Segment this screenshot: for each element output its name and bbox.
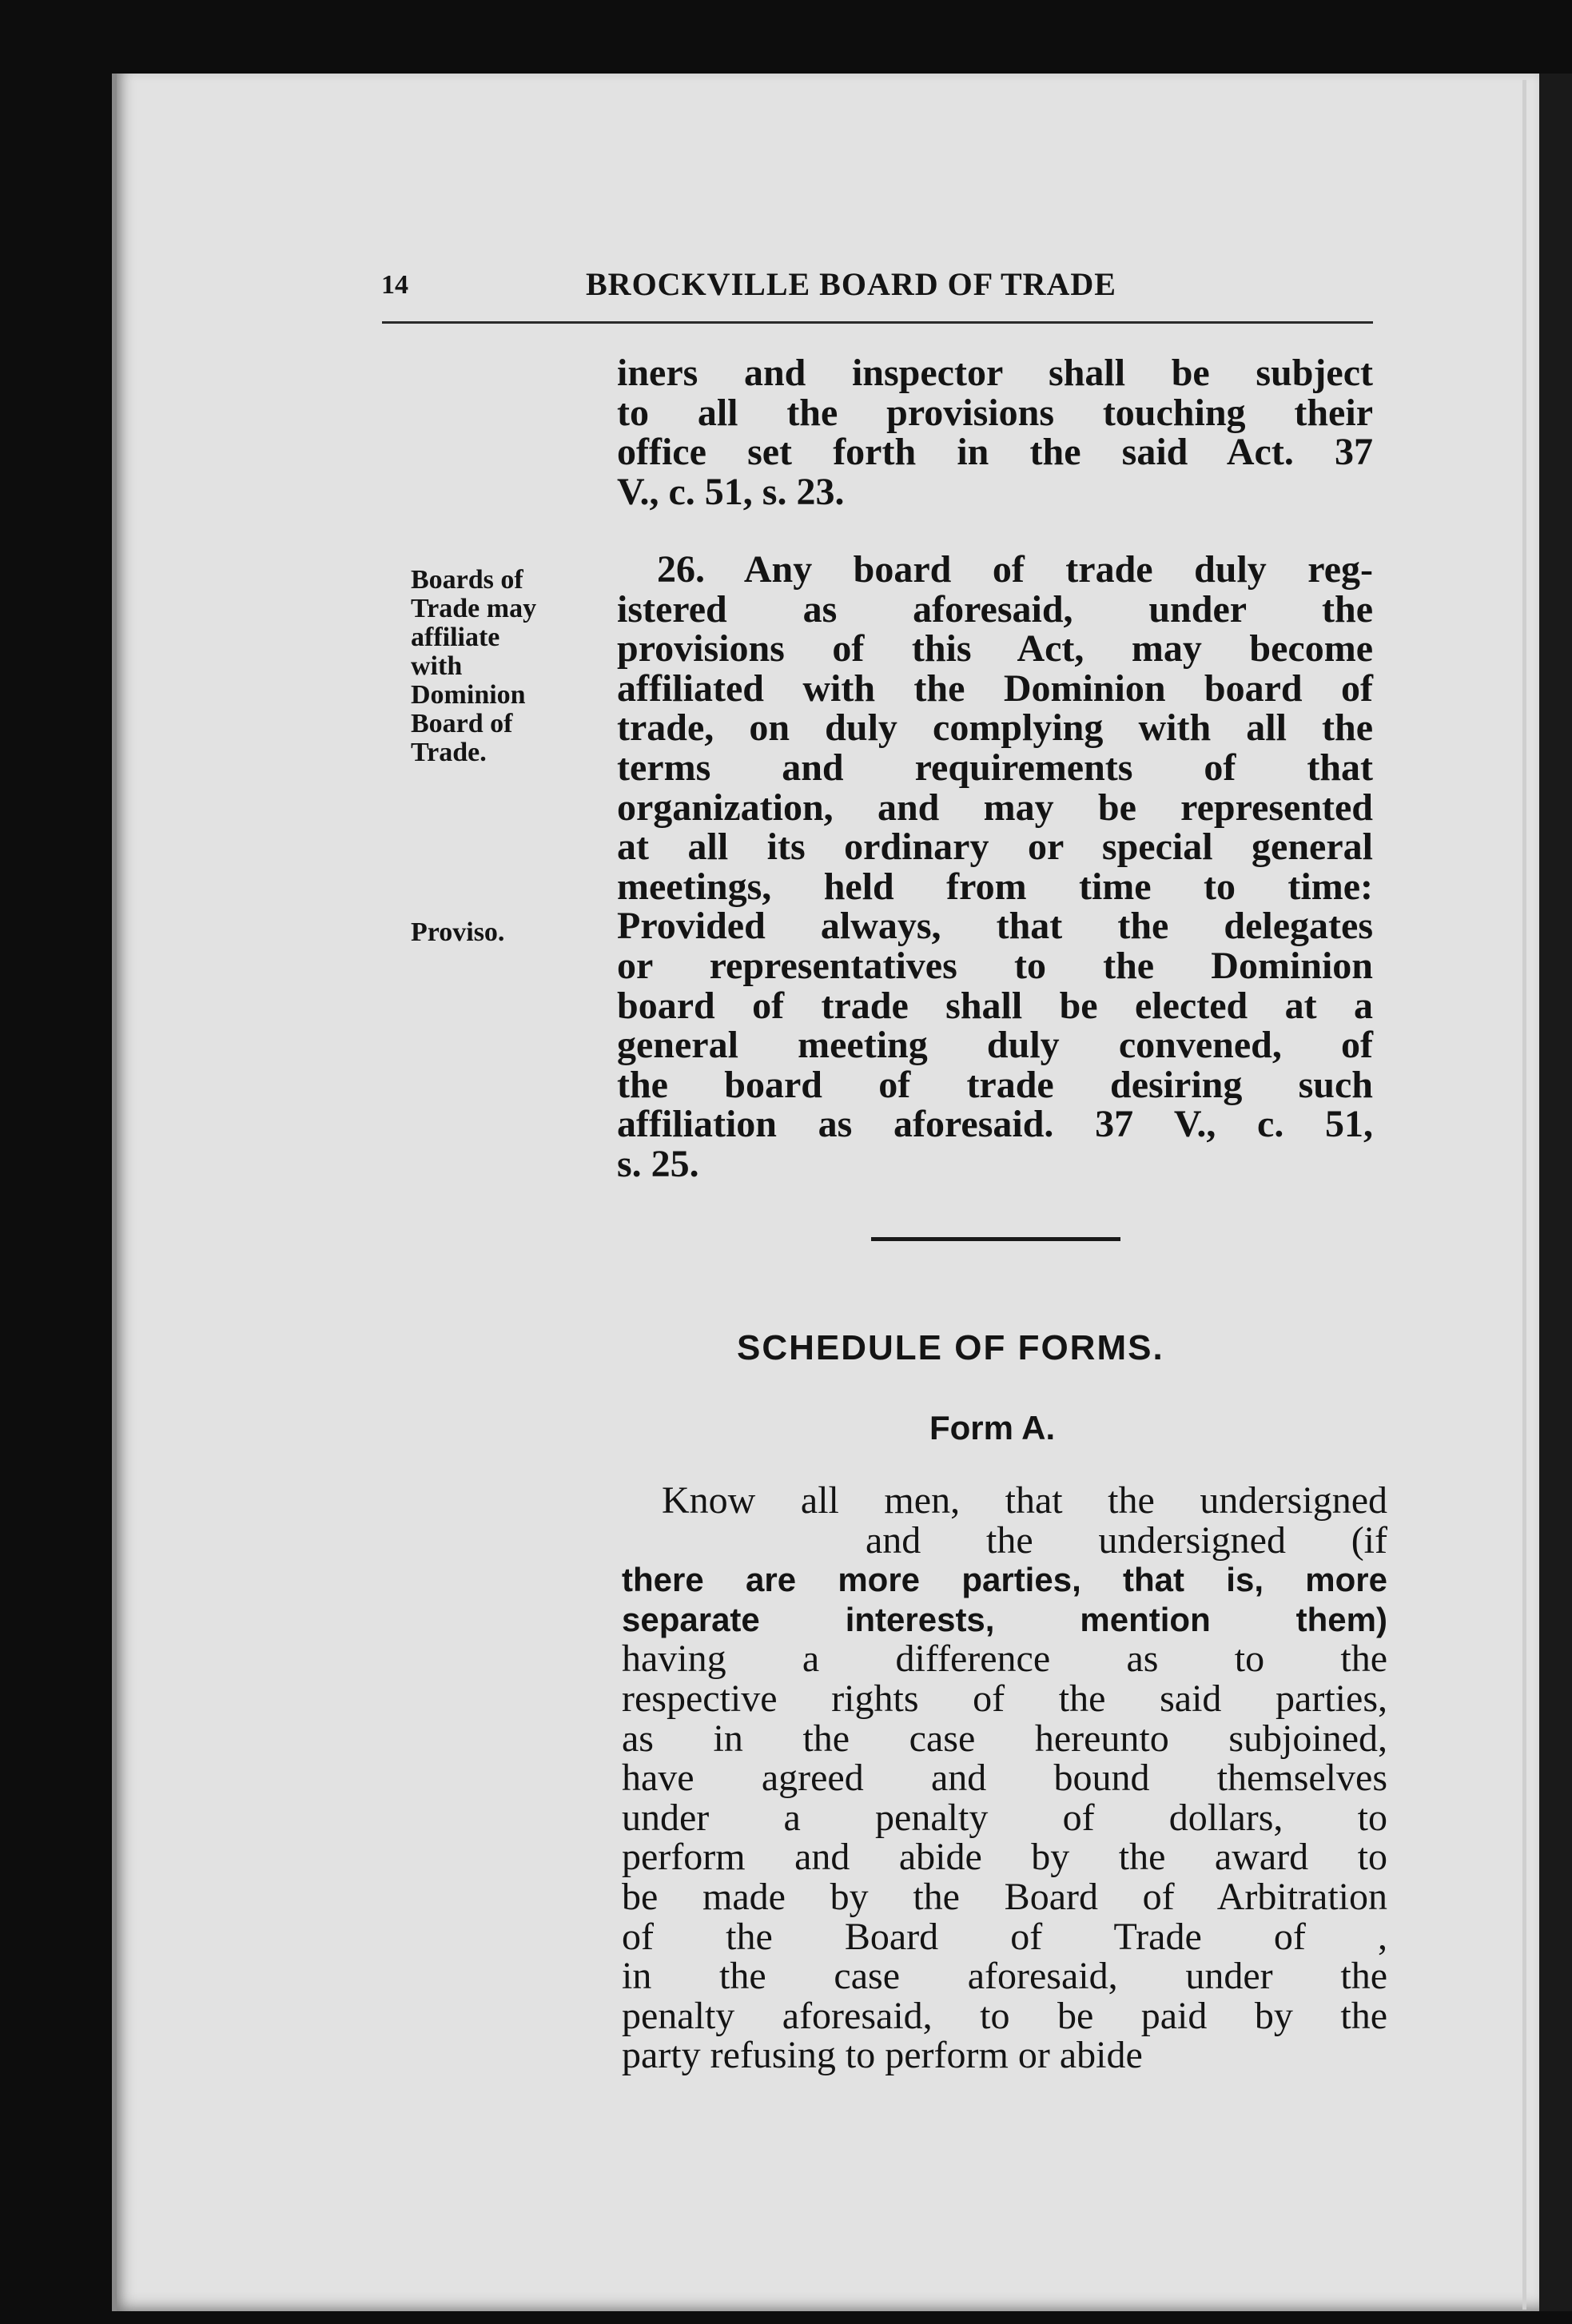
marginal-note-line: affiliate (411, 623, 500, 652)
text-line: or representatives to the Dominion (617, 944, 1373, 987)
text-line: at all its ordinary or special general (617, 826, 1373, 869)
text-line: Know all men, that the undersigned (662, 1479, 1387, 1522)
marginal-note-line: Boards of (411, 565, 523, 595)
text-line: board of trade shall be elected at a (617, 984, 1373, 1027)
marginal-note-line: Trade. (411, 738, 487, 767)
text-line: s. 25. (617, 1142, 699, 1185)
text-line: separate interests, mention them) (622, 1600, 1387, 1638)
text-line: V., c. 51, s. 23. (617, 470, 845, 513)
form-a-text (622, 1481, 1387, 2075)
running-head: BROCKVILLE BOARD OF TRADE (586, 266, 1116, 302)
form-title: Form A. (929, 1409, 1056, 1447)
text-line: perform and abide by the award to (622, 1836, 1387, 1879)
marginal-note-line: Dominion (411, 680, 526, 710)
text-line: affiliation as aforesaid. 37 V., c. 51, (617, 1103, 1373, 1146)
text-line: respective rights of the said parties, (622, 1677, 1387, 1720)
text-line: affiliated with the Dominion board of (617, 667, 1373, 710)
scanner-background-right (1534, 74, 1572, 2311)
section-divider (871, 1237, 1120, 1241)
text-line: there are more parties, that is, more (622, 1561, 1387, 1599)
text-line: party refusing to perform or abide (622, 2034, 1143, 2077)
text-line: iners and inspector shall be subject (617, 352, 1373, 394)
text-line: of the Board of Trade of , (622, 1915, 1387, 1958)
page-number: 14 (381, 270, 408, 300)
text-line: as in the case hereunto subjoined, (622, 1717, 1387, 1760)
text-line: organization, and may be represented (617, 786, 1373, 829)
text-line: to all the provisions touching their (617, 391, 1373, 434)
text-line: have agreed and bound themselves (622, 1757, 1387, 1800)
section-26 (617, 550, 1373, 1184)
marginal-note-line: Proviso. (411, 917, 505, 947)
text-line: Provided always, that the delegates (617, 905, 1373, 948)
marginal-note-line: Board of (411, 709, 513, 738)
text-line: in the case aforesaid, under the (622, 1955, 1387, 1998)
schedule-title: SCHEDULE OF FORMS. (737, 1328, 1164, 1367)
text-line: the board of trade desiring such (617, 1063, 1373, 1106)
text-line: trade, on duly complying with all the (617, 706, 1373, 750)
text-line: and the undersigned (if (866, 1518, 1387, 1562)
marginal-note-affiliate (411, 566, 603, 767)
text-line: provisions of this Act, may become (617, 627, 1373, 671)
text-line: istered as aforesaid, under the (617, 587, 1373, 631)
text-line: office set forth in the said Act. 37 (617, 431, 1373, 474)
page-edge (1522, 80, 1526, 2310)
section-continuation (617, 353, 1373, 511)
marginal-note-line: Trade may (411, 594, 537, 623)
text-line: terms and requirements of that (617, 746, 1373, 789)
header-rule (382, 321, 1373, 324)
text-line: penalty aforesaid, to be paid by the (622, 1994, 1387, 2037)
marginal-note-line: with (411, 651, 463, 681)
text-line: general meeting duly convened, of (617, 1024, 1373, 1067)
text-line: having a difference as to the (622, 1638, 1387, 1681)
marginal-note-proviso (411, 918, 603, 947)
text-line: under a penalty of dollars, to (622, 1796, 1387, 1839)
text-line: meetings, held from time to time: (617, 865, 1373, 908)
text-line: be made by the Board of Arbitration (622, 1875, 1387, 1918)
text-line: 26. Any board of trade duly reg- (657, 548, 1373, 591)
